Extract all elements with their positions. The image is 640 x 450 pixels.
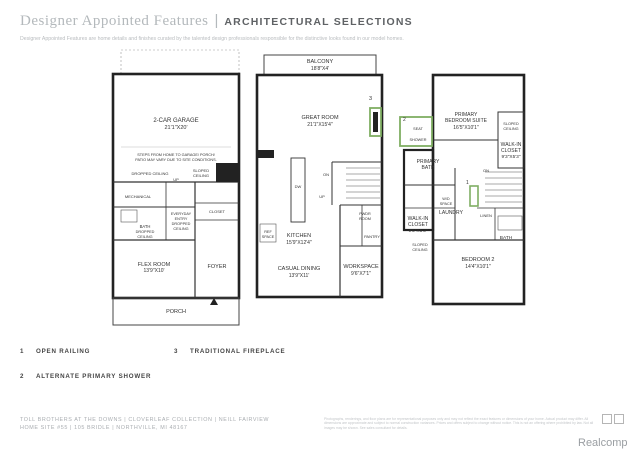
- walk-in-closet-label-2: CLOSET: [500, 148, 522, 154]
- bath-label-2: DROPPED: [135, 230, 155, 234]
- porch-label: PORCH: [166, 309, 186, 315]
- sloped-ceiling-1: SLOPED: [192, 168, 210, 173]
- walk-in-closet-2-dims: 9'5"X5'3": [408, 229, 428, 234]
- primary-bath-label-1: PRIMARY: [416, 159, 440, 165]
- third-floor-plan: [400, 75, 524, 304]
- dishwasher-label: DW: [294, 184, 302, 189]
- tub: [498, 216, 522, 230]
- title-separator: |: [214, 12, 219, 29]
- balcony-label: BALCONY: [306, 59, 334, 65]
- walk-in-closet-2-label-2: CLOSET: [407, 222, 429, 228]
- workspace-label: WORKSPACE: [343, 264, 379, 270]
- shower-label: SHOWER: [409, 138, 427, 142]
- section-title: ARCHITECTURAL SELECTIONS: [224, 16, 413, 28]
- bedroom-sloped-1: SLOPED: [412, 243, 428, 247]
- primary-bath-label-2: BATH: [421, 165, 435, 171]
- garage-note-1: STEPS FROM HOME TO GARAGE/ PORCH/: [137, 153, 215, 157]
- wd-space-label-2: SPACE: [439, 202, 453, 206]
- balcony-outline: [264, 55, 376, 75]
- powder-label-1: PWDR: [359, 212, 371, 216]
- third-floor-on-label: ON: [483, 168, 489, 173]
- legend-num-3: 3: [174, 348, 179, 355]
- ref-space-label-1: REF: [264, 230, 272, 234]
- stair-up-label: UP: [319, 194, 325, 199]
- suite-sloped-1: SLOPED: [503, 122, 519, 126]
- garage-note-2: PATIO MAY VARY DUE TO SITE CONDITIONS.: [135, 158, 217, 162]
- sloped-ceiling-2: CEILING: [192, 173, 210, 178]
- railing-marker: 1: [466, 180, 469, 186]
- suite-dims: 16'5"X10'1": [453, 125, 479, 131]
- shower-marker: 2: [403, 117, 406, 123]
- equal-housing-icon: [602, 414, 612, 424]
- kitchen-dims: 15'9"X12'4": [286, 240, 312, 246]
- fireplace-marker: 3: [369, 96, 373, 102]
- second-floor-plan: [257, 55, 382, 297]
- bath-label: BATH: [499, 236, 513, 241]
- ref-space-label-2: SPACE: [261, 235, 275, 239]
- garage-dropped-ceiling: DROPPED CEILING: [131, 171, 169, 176]
- first-floor-up: UP: [173, 177, 179, 182]
- kitchen-label: KITCHEN: [286, 233, 312, 239]
- community-info: [20, 417, 269, 432]
- bedroom-2-label: BEDROOM 2: [461, 257, 495, 263]
- page-title: Designer Appointed Features: [20, 13, 209, 29]
- laundry-label: LAUNDRY: [439, 210, 463, 216]
- community-line-2: HOME SITE #55 | 105 BRIDLE | NORTHVILLE, MI 48167: [20, 424, 188, 431]
- powder-label-2: ROOM: [359, 217, 371, 221]
- walk-in-closet-label-1: WALK-IN: [500, 142, 522, 148]
- bedroom-sloped-2: CEILING: [412, 248, 428, 252]
- watermark: Realcomp: [578, 437, 628, 449]
- legend-num-2: 2: [20, 373, 25, 380]
- garage-steps: [216, 163, 239, 182]
- dining-label: CASUAL DINING: [277, 266, 321, 272]
- suite-label-2: BEDROOM SUITE: [445, 118, 487, 124]
- driveway-outline: [121, 50, 239, 74]
- legend-item-3: [174, 348, 285, 355]
- stair-on-label: ON: [323, 172, 329, 177]
- flex-room-label: FLEX ROOM: [137, 262, 171, 268]
- legend-item-2: [20, 373, 151, 380]
- disclaimer: Photographs, renderings, and floor plans are for representational purposes only and may not reflect the exact features or dimensions of your home. Actual product may differ. All dimensions are approximate and subject to normal construction variances. Prices and offers subject to change without notice. This is not an offering where prohibited by law. Not all images may be shown. See sales consultant for details.: [324, 417, 594, 430]
- garage-label: 2-CAR GARAGE: [153, 118, 199, 124]
- kitchen-island: [291, 158, 305, 222]
- dining-dims: 13'9"X11': [288, 273, 310, 279]
- wd-space-label-1: W/D: [442, 197, 450, 201]
- garage-dims: 21'1"X20': [164, 125, 188, 131]
- wall-block: [258, 150, 274, 158]
- balcony-dims: 18'8"X4': [310, 66, 330, 72]
- bedroom-2-dims: 14'4"X10'1": [465, 264, 491, 270]
- page-subtitle: Designer Appointed Features are home details and finishes curated by the talented design professionals responsible for the distinctive looks found in our model homes.: [20, 36, 404, 42]
- legend-label-3: TRADITIONAL FIREPLACE: [190, 348, 286, 355]
- entry-label-1: EVERYDAY: [170, 212, 192, 216]
- community-line-1: TOLL BROTHERS AT THE DOWNS | CLOVERLEAF COLLECTION | NEILL FAIRVIEW: [20, 417, 270, 423]
- first-floor-plan: [113, 50, 239, 325]
- linen-label: LINEN: [480, 213, 492, 218]
- great-room-label: GREAT ROOM: [301, 115, 339, 121]
- suite-sloped-2: CEILING: [503, 127, 519, 131]
- open-railing-outline: [470, 186, 478, 206]
- workspace-dims: 9'6"X7'1": [351, 271, 371, 277]
- legend-item-1: [20, 348, 90, 355]
- entry-label-2: ENTRY: [174, 217, 188, 221]
- flex-room-dims: 13'9"X10': [143, 268, 165, 274]
- mechanical-label: MECHANICAL: [124, 194, 152, 199]
- entry-label-4: CEILING: [173, 227, 189, 231]
- bath-label-3: CEILING: [137, 235, 153, 239]
- legend-label-2: ALTERNATE PRIMARY SHOWER: [36, 373, 152, 380]
- legend-num-1: 1: [20, 348, 25, 355]
- walk-in-closet-dims: 9'3"X5'3": [501, 155, 521, 160]
- accessibility-icon: [614, 414, 624, 424]
- entry-label-3: DROPPED: [171, 222, 191, 226]
- pantry-label: PANTRY: [364, 234, 380, 239]
- legend-label-1: OPEN RAILING: [36, 348, 91, 355]
- bath-label-1: BATH: [139, 224, 151, 229]
- closet-label: CLOSET: [208, 209, 226, 214]
- walk-in-closet-2-label-1: WALK-IN: [407, 216, 429, 222]
- suite-label-1: PRIMARY: [454, 112, 478, 118]
- seat-label: SEAT: [413, 127, 423, 131]
- fireplace: [373, 112, 378, 132]
- foyer-label: FOYER: [207, 264, 227, 270]
- great-room-dims: 21'1"X15'4": [307, 122, 333, 128]
